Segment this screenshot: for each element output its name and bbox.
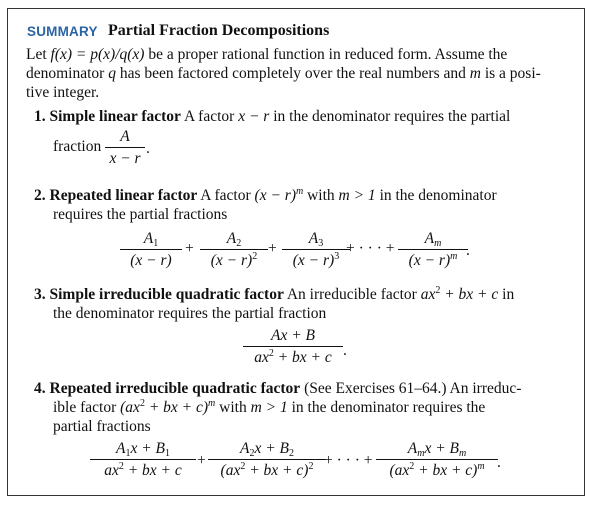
item-2-term-1: $A_1$ (x − r)	[120, 230, 182, 270]
item-4-line-2: ible factor ($ax^2$ + bx + c)$^m$ with m > 1 in the denominator requires the	[53, 398, 486, 416]
intro-line-3: tive integer.	[26, 84, 100, 101]
intro-line-1: Let f(x) = p(x)/q(x) be a proper rational function in reduced form. Assume the	[26, 46, 508, 63]
item-4-ellipsis: + · · · +	[324, 452, 373, 469]
item-4-plus-1: +	[197, 452, 206, 469]
item-2-term-2: $A_2$ $(x - r)^2$	[200, 230, 268, 270]
item-4-term-m: $A_mx + B_m$ ($ax^2$ + bx + c)$^m$	[376, 440, 498, 480]
item-2-plus-1: +	[185, 240, 194, 257]
item-1-period: .	[146, 140, 150, 157]
item-2-ellipsis: + · · · +	[346, 240, 395, 257]
item-2-line-1: 2. Repeated linear factor A factor $(x - r)^m$ with m > 1 in the denominator	[34, 186, 497, 204]
item-2-plus-2: +	[268, 240, 277, 257]
item-3-fraction: Ax + B $ax^2$ + bx + c	[243, 327, 343, 367]
item-3-period: .	[343, 342, 347, 359]
summary-title: Partial Fraction Decompositions	[108, 22, 330, 39]
item-4-period: .	[497, 454, 501, 471]
intro-line-2: denominator q has been factored completely over the real numbers and m is a posi-	[26, 65, 541, 82]
item-1-fraction-label: fraction	[53, 138, 102, 155]
summary-label: SUMMARY	[27, 24, 98, 39]
item-2-term-m: $A_m$ $(x - r)^m$	[398, 230, 468, 270]
item-2-period: .	[466, 242, 470, 259]
item-2-term-3: $A_3$ $(x - r)^3$	[282, 230, 350, 270]
item-3-line-1: 3. Simple irreducible quadratic factor An irreducible factor $ax^2$ + bx + c in	[34, 285, 515, 303]
item-3-line-2: the denominator requires the partial fraction	[53, 305, 327, 322]
item-4-term-1: $A_1x + B_1$ $ax^2$ + bx + c	[90, 440, 196, 480]
item-4-line-3: partial fractions	[53, 418, 151, 435]
item-1-line-1: 1. Simple linear factor A factor x − r in the denominator requires the partial	[34, 108, 511, 125]
item-4-line-1: 4. Repeated irreducible quadratic factor (See Exercises 61–64.) An irreduc-	[34, 380, 522, 397]
item-1-fraction: A x − r	[105, 128, 145, 168]
item-2-line-2: requires the partial fractions	[53, 206, 228, 223]
item-4-term-2: $A_2x + B_2$ ($ax^2$ + bx + c)$^2$	[208, 440, 326, 480]
